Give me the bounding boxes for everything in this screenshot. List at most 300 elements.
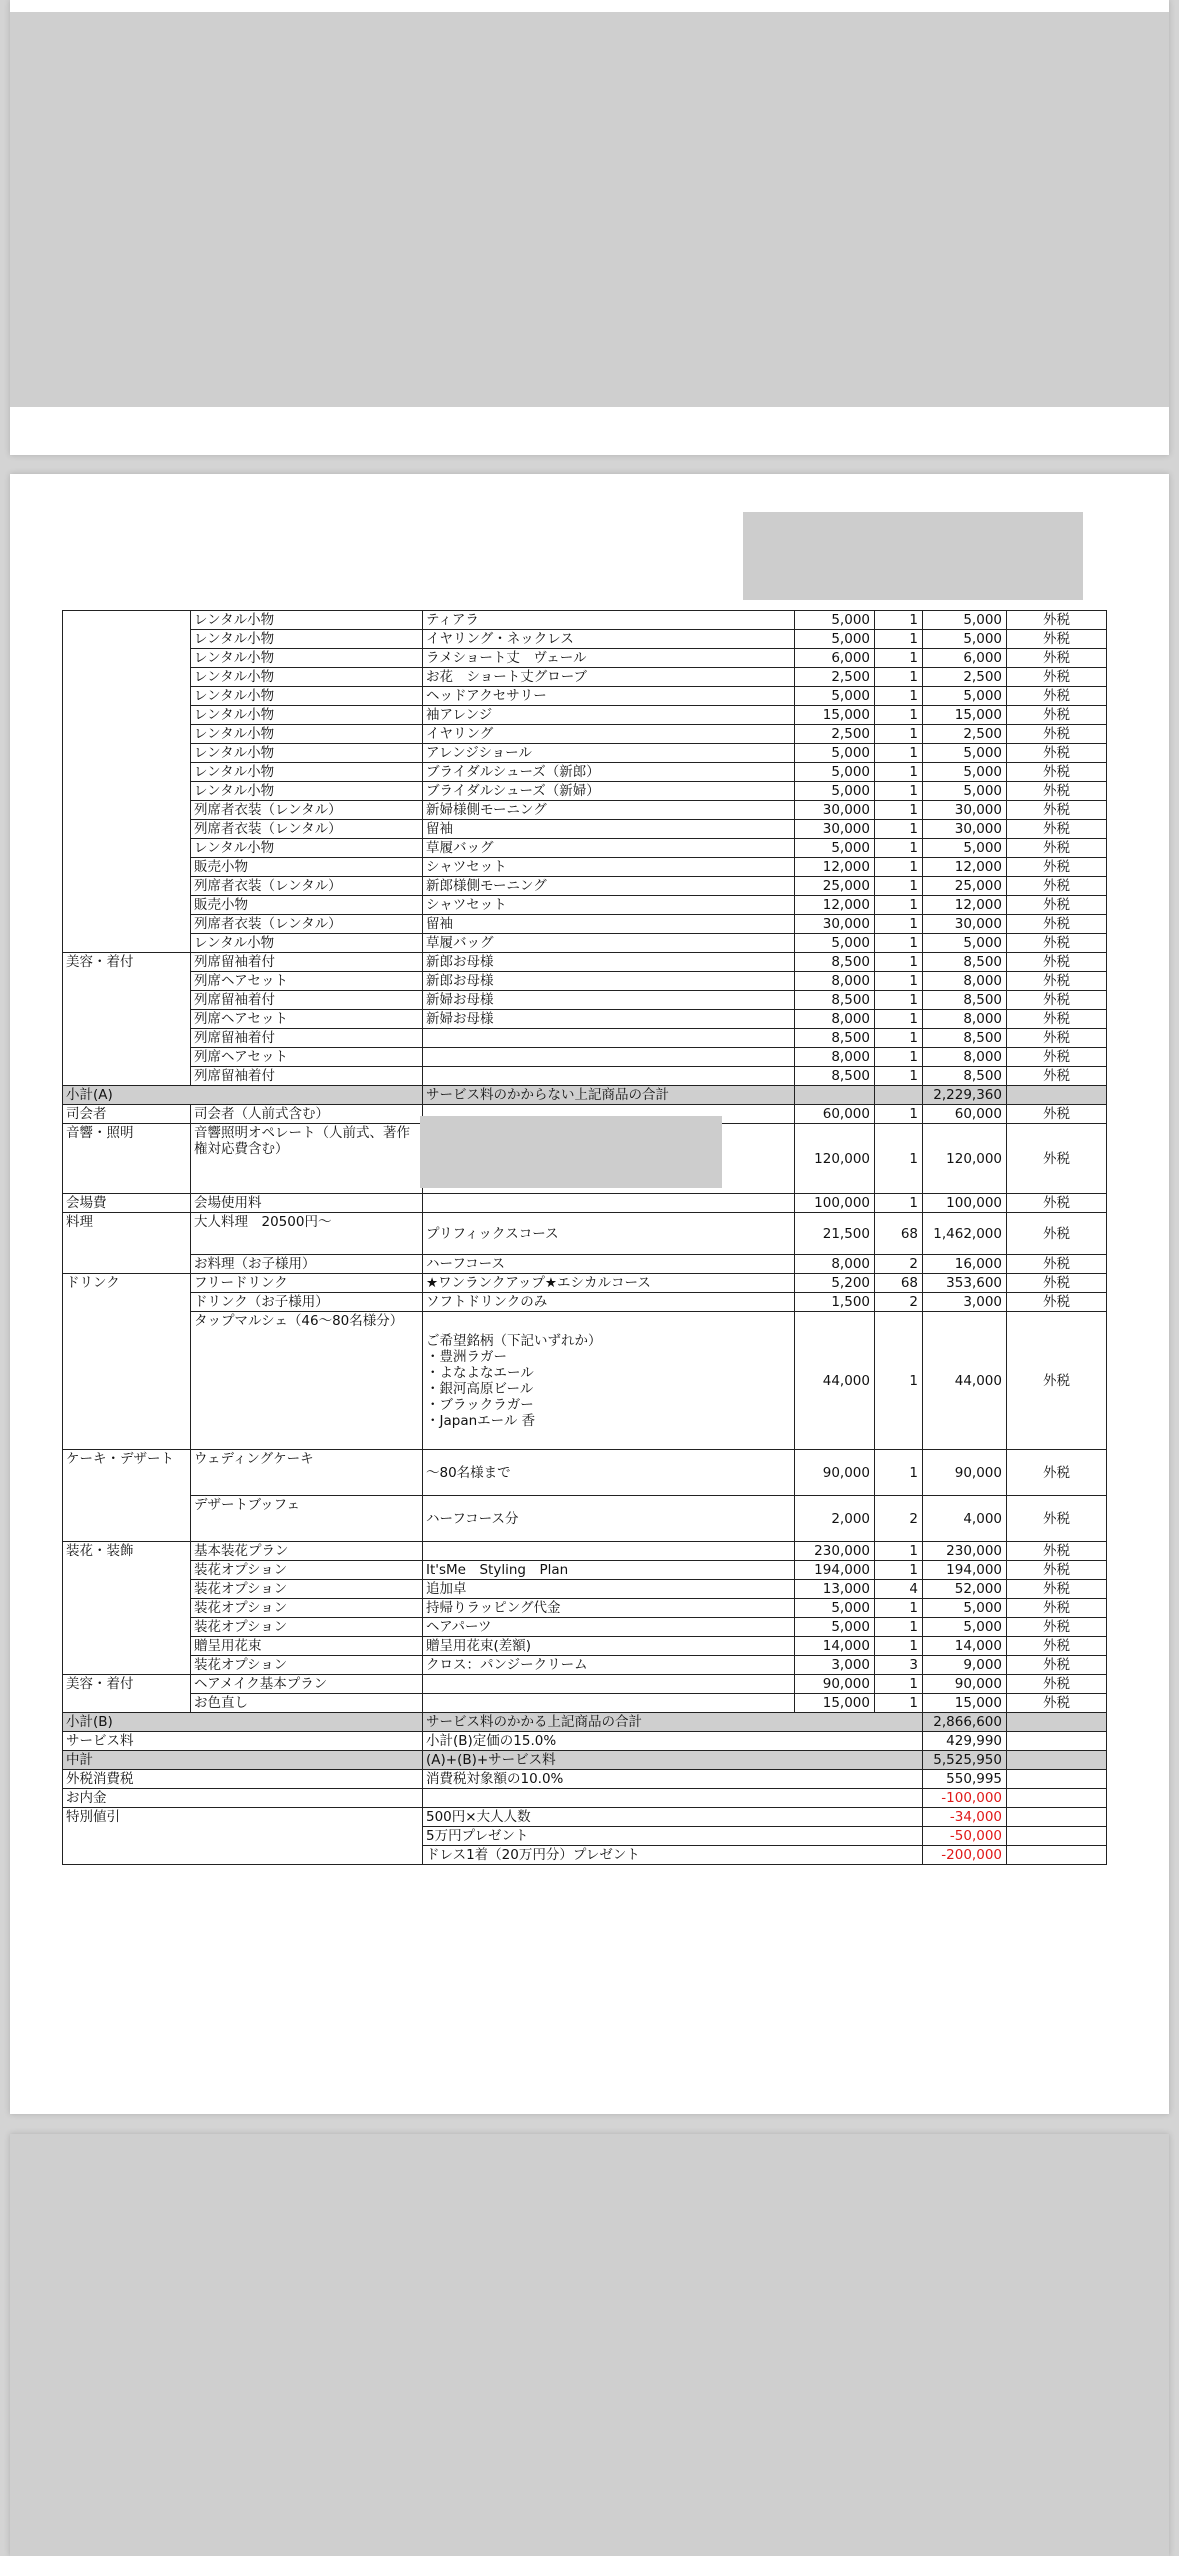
- description-cell: It'sMe Styling Plan: [423, 1561, 795, 1580]
- unit-price-cell: 230,000: [795, 1542, 875, 1561]
- summary-label: 小計(B): [63, 1713, 423, 1732]
- amount-cell: 52,000: [923, 1580, 1007, 1599]
- amount-cell: 5,000: [923, 934, 1007, 953]
- category-cell: ケーキ・デザート: [63, 1450, 191, 1496]
- tax-type-cell: 外税: [1007, 1580, 1107, 1599]
- tax-type-cell: 外税: [1007, 934, 1107, 953]
- description-cell: 留袖: [423, 820, 795, 839]
- quantity-cell: 1: [875, 1450, 923, 1496]
- category-cell: [63, 972, 191, 991]
- quantity-cell: 68: [875, 1213, 923, 1255]
- item-cell: レンタル小物: [191, 630, 423, 649]
- table-row: [63, 1312, 1107, 1450]
- table-row: [63, 744, 1107, 763]
- description-cell: 新婦お母様: [423, 1010, 795, 1029]
- subtotal-amount: 2,229,360: [923, 1086, 1007, 1105]
- unit-price-cell: 90,000: [795, 1450, 875, 1496]
- tax-type-cell: 外税: [1007, 896, 1107, 915]
- item-cell: 列席者衣装（レンタル）: [191, 801, 423, 820]
- redacted-header-block: [743, 512, 1083, 600]
- summary-description: 消費税対象額の10.0%: [423, 1770, 923, 1789]
- amount-cell: 5,000: [923, 630, 1007, 649]
- description-cell: ソフトドリンクのみ: [423, 1293, 795, 1312]
- table-row: [63, 1194, 1107, 1213]
- tax-type-cell: 外税: [1007, 1274, 1107, 1293]
- unit-price-cell: 3,000: [795, 1656, 875, 1675]
- table-row: [63, 1656, 1107, 1675]
- amount-cell: 8,500: [923, 953, 1007, 972]
- description-cell: 新婦お母様: [423, 991, 795, 1010]
- amount-cell: 2,500: [923, 668, 1007, 687]
- table-row: [63, 668, 1107, 687]
- category-cell: [63, 611, 191, 630]
- tax-type-cell: 外税: [1007, 1637, 1107, 1656]
- table-row: [63, 611, 1107, 630]
- table-row: [63, 1770, 1107, 1789]
- quantity-cell: 1: [875, 706, 923, 725]
- tax-type-cell: 外税: [1007, 1105, 1107, 1124]
- amount-cell: 30,000: [923, 820, 1007, 839]
- discount-amount: -34,000: [923, 1808, 1007, 1827]
- quantity-cell: 1: [875, 1599, 923, 1618]
- empty-cell: [1007, 1770, 1107, 1789]
- item-cell: 司会者（人前式含む）: [191, 1105, 423, 1124]
- tax-type-cell: 外税: [1007, 915, 1107, 934]
- amount-cell: 44,000: [923, 1312, 1007, 1450]
- table-row: [63, 820, 1107, 839]
- table-row: [63, 934, 1107, 953]
- item-cell: 装花オプション: [191, 1656, 423, 1675]
- description-cell: ブライダルシューズ（新郎）: [423, 763, 795, 782]
- amount-cell: 15,000: [923, 706, 1007, 725]
- item-cell: お料理（お子様用）: [191, 1255, 423, 1274]
- unit-price-cell: 25,000: [795, 877, 875, 896]
- description-cell: アレンジショール: [423, 744, 795, 763]
- unit-price-cell: 8,500: [795, 1029, 875, 1048]
- table-row: [63, 1808, 1107, 1827]
- table-row: [63, 1846, 1107, 1865]
- table-row: [63, 1255, 1107, 1274]
- table-row: [63, 1542, 1107, 1561]
- category-cell: 料理: [63, 1213, 191, 1255]
- tax-type-cell: 外税: [1007, 1067, 1107, 1086]
- quantity-cell: 1: [875, 972, 923, 991]
- description-cell: ブライダルシューズ（新婦）: [423, 782, 795, 801]
- quantity-cell: 1: [875, 1637, 923, 1656]
- unit-price-cell: 5,000: [795, 687, 875, 706]
- category-cell: [63, 839, 191, 858]
- description-cell: ヘアパーツ: [423, 1618, 795, 1637]
- table-row: [63, 1751, 1107, 1770]
- redacted-page-area: [10, 2134, 1169, 2556]
- quantity-cell: 1: [875, 1048, 923, 1067]
- table-row: [63, 1274, 1107, 1293]
- empty-cell: [1007, 1713, 1107, 1732]
- category-cell: [63, 630, 191, 649]
- estimate-page: [10, 474, 1169, 2114]
- amount-cell: 5,000: [923, 763, 1007, 782]
- quantity-cell: 1: [875, 782, 923, 801]
- table-row: [63, 763, 1107, 782]
- tax-type-cell: 外税: [1007, 782, 1107, 801]
- description-cell: 追加卓: [423, 1580, 795, 1599]
- quantity-cell: 1: [875, 1312, 923, 1450]
- unit-price-cell: 8,500: [795, 991, 875, 1010]
- item-cell: レンタル小物: [191, 668, 423, 687]
- table-row: [63, 1713, 1107, 1732]
- quantity-cell: 1: [875, 763, 923, 782]
- summary-label: 外税消費税: [63, 1770, 423, 1789]
- table-row: [63, 1048, 1107, 1067]
- table-row: [63, 1789, 1107, 1808]
- unit-price-cell: 194,000: [795, 1561, 875, 1580]
- table-row: [63, 706, 1107, 725]
- category-cell: 司会者: [63, 1105, 191, 1124]
- table-row: [63, 801, 1107, 820]
- quantity-cell: 1: [875, 611, 923, 630]
- unit-price-cell: 2,500: [795, 668, 875, 687]
- estimate-table: [62, 610, 1107, 1865]
- item-cell: 列席ヘアセット: [191, 1010, 423, 1029]
- description-cell: ラメショート丈 ヴェール: [423, 649, 795, 668]
- description-cell: [423, 1542, 795, 1561]
- quantity-cell: 1: [875, 687, 923, 706]
- quantity-cell: 2: [875, 1496, 923, 1542]
- tax-type-cell: 外税: [1007, 1599, 1107, 1618]
- category-cell: [63, 1599, 191, 1618]
- description-cell: ヘッドアクセサリー: [423, 687, 795, 706]
- description-cell: [423, 1029, 795, 1048]
- item-cell: 大人料理 20500円〜: [191, 1213, 423, 1255]
- category-cell: [63, 991, 191, 1010]
- category-cell: [63, 1561, 191, 1580]
- unit-price-cell: 15,000: [795, 1694, 875, 1713]
- description-cell: 草履バッグ: [423, 839, 795, 858]
- item-cell: 基本装花プラン: [191, 1542, 423, 1561]
- description-cell: 贈呈用花束(差額): [423, 1637, 795, 1656]
- tax-type-cell: 外税: [1007, 668, 1107, 687]
- unit-price-cell: 90,000: [795, 1675, 875, 1694]
- amount-cell: 3,000: [923, 1293, 1007, 1312]
- amount-cell: 194,000: [923, 1561, 1007, 1580]
- description-cell: 新郎様側モーニング: [423, 877, 795, 896]
- amount-cell: 1,462,000: [923, 1213, 1007, 1255]
- unit-price-cell: 12,000: [795, 858, 875, 877]
- description-cell: 新郎お母様: [423, 972, 795, 991]
- unit-price-cell: 5,000: [795, 1599, 875, 1618]
- unit-price-cell: 100,000: [795, 1194, 875, 1213]
- table-row: [63, 915, 1107, 934]
- table-row: [63, 1067, 1107, 1086]
- category-cell: [63, 1637, 191, 1656]
- tax-type-cell: 外税: [1007, 1496, 1107, 1542]
- quantity-cell: 1: [875, 820, 923, 839]
- item-cell: デザートブッフェ: [191, 1496, 423, 1542]
- summary-amount: 429,990: [923, 1732, 1007, 1751]
- summary-amount: 2,866,600: [923, 1713, 1007, 1732]
- empty-cell: [875, 1086, 923, 1105]
- empty-cell: [1007, 1732, 1107, 1751]
- quantity-cell: 1: [875, 934, 923, 953]
- quantity-cell: 1: [875, 858, 923, 877]
- amount-cell: 353,600: [923, 1274, 1007, 1293]
- unit-price-cell: 8,500: [795, 1067, 875, 1086]
- unit-price-cell: 8,000: [795, 1048, 875, 1067]
- description-cell: [423, 1694, 795, 1713]
- unit-price-cell: 6,000: [795, 649, 875, 668]
- item-cell: フリードリンク: [191, 1274, 423, 1293]
- table-row: [63, 953, 1107, 972]
- quantity-cell: 1: [875, 1675, 923, 1694]
- unit-price-cell: 60,000: [795, 1105, 875, 1124]
- tax-type-cell: 外税: [1007, 972, 1107, 991]
- subtotal-description: サービス料のかからない上記商品の合計: [423, 1086, 795, 1105]
- tax-type-cell: 外税: [1007, 649, 1107, 668]
- item-cell: レンタル小物: [191, 839, 423, 858]
- description-cell: ハーフコース分: [423, 1496, 795, 1542]
- quantity-cell: 1: [875, 877, 923, 896]
- unit-price-cell: 5,000: [795, 630, 875, 649]
- unit-price-cell: 5,000: [795, 839, 875, 858]
- description-cell: 袖アレンジ: [423, 706, 795, 725]
- category-cell: [63, 1255, 191, 1274]
- tax-type-cell: 外税: [1007, 820, 1107, 839]
- tax-type-cell: 外税: [1007, 1010, 1107, 1029]
- empty-cell: [795, 1086, 875, 1105]
- quantity-cell: 1: [875, 1194, 923, 1213]
- amount-cell: 100,000: [923, 1194, 1007, 1213]
- table-row: [63, 1618, 1107, 1637]
- item-cell: 列席留袖着付: [191, 1067, 423, 1086]
- category-cell: [63, 1312, 191, 1450]
- item-cell: ヘアメイク基本プラン: [191, 1675, 423, 1694]
- tax-type-cell: 外税: [1007, 706, 1107, 725]
- summary-description: 小計(B)定価の15.0%: [423, 1732, 923, 1751]
- amount-cell: 25,000: [923, 877, 1007, 896]
- tax-type-cell: 外税: [1007, 858, 1107, 877]
- tax-type-cell: 外税: [1007, 611, 1107, 630]
- table-row: [63, 1580, 1107, 1599]
- next-page: [10, 2134, 1169, 2556]
- empty-cell: [1007, 1789, 1107, 1808]
- item-cell: 列席者衣装（レンタル）: [191, 820, 423, 839]
- quantity-cell: 4: [875, 1580, 923, 1599]
- amount-cell: 5,000: [923, 611, 1007, 630]
- amount-cell: 15,000: [923, 1694, 1007, 1713]
- tax-type-cell: 外税: [1007, 1194, 1107, 1213]
- category-cell: [63, 687, 191, 706]
- previous-page: [10, 0, 1169, 455]
- quantity-cell: 1: [875, 668, 923, 687]
- unit-price-cell: 5,000: [795, 782, 875, 801]
- amount-cell: 16,000: [923, 1255, 1007, 1274]
- amount-cell: 8,000: [923, 1010, 1007, 1029]
- table-row: [63, 1637, 1107, 1656]
- unit-price-cell: 5,000: [795, 763, 875, 782]
- tax-type-cell: 外税: [1007, 725, 1107, 744]
- quantity-cell: 1: [875, 630, 923, 649]
- empty-cell: [1007, 1086, 1107, 1105]
- table-row: [63, 1599, 1107, 1618]
- category-cell: [63, 1010, 191, 1029]
- item-cell: レンタル小物: [191, 687, 423, 706]
- unit-price-cell: 1,500: [795, 1293, 875, 1312]
- category-cell: 装花・装飾: [63, 1542, 191, 1561]
- summary-amount: 550,995: [923, 1770, 1007, 1789]
- table-row: [63, 1561, 1107, 1580]
- discount-amount: -200,000: [923, 1846, 1007, 1865]
- tax-type-cell: 外税: [1007, 1618, 1107, 1637]
- description-cell: 新郎お母様: [423, 953, 795, 972]
- quantity-cell: 1: [875, 744, 923, 763]
- category-cell: [63, 820, 191, 839]
- quantity-cell: 1: [875, 1105, 923, 1124]
- unit-price-cell: 120,000: [795, 1124, 875, 1194]
- category-cell: [63, 668, 191, 687]
- empty-cell: [1007, 1751, 1107, 1770]
- subtotal-label: 小計(A): [63, 1086, 423, 1105]
- discount-amount: -50,000: [923, 1827, 1007, 1846]
- amount-cell: 12,000: [923, 858, 1007, 877]
- amount-cell: 90,000: [923, 1675, 1007, 1694]
- tax-type-cell: 外税: [1007, 839, 1107, 858]
- item-cell: 贈呈用花束: [191, 1637, 423, 1656]
- item-cell: レンタル小物: [191, 763, 423, 782]
- unit-price-cell: 8,500: [795, 953, 875, 972]
- amount-cell: 8,000: [923, 1048, 1007, 1067]
- unit-price-cell: 2,000: [795, 1496, 875, 1542]
- item-cell: 会場使用料: [191, 1194, 423, 1213]
- amount-cell: 8,500: [923, 991, 1007, 1010]
- category-cell: [63, 915, 191, 934]
- item-cell: 列席者衣装（レンタル）: [191, 915, 423, 934]
- category-cell: [63, 725, 191, 744]
- amount-cell: 9,000: [923, 1656, 1007, 1675]
- item-cell: 販売小物: [191, 858, 423, 877]
- table-row: [63, 1029, 1107, 1048]
- table-row: [63, 877, 1107, 896]
- unit-price-cell: 15,000: [795, 706, 875, 725]
- description-cell: シャツセット: [423, 896, 795, 915]
- table-row: [63, 858, 1107, 877]
- tax-type-cell: 外税: [1007, 1542, 1107, 1561]
- category-cell: ドリンク: [63, 1274, 191, 1293]
- discount-description: 500円×大人人数: [423, 1808, 923, 1827]
- category-cell: [63, 896, 191, 915]
- category-cell: 会場費: [63, 1194, 191, 1213]
- table-row: [63, 1010, 1107, 1029]
- description-cell: お花 ショート丈グローブ: [423, 668, 795, 687]
- item-cell: レンタル小物: [191, 934, 423, 953]
- discount-label: [63, 1827, 423, 1846]
- tax-type-cell: 外税: [1007, 953, 1107, 972]
- quantity-cell: 1: [875, 1124, 923, 1194]
- item-cell: タップマルシェ（46〜80名様分）: [191, 1312, 423, 1450]
- item-cell: レンタル小物: [191, 782, 423, 801]
- description-cell: ハーフコース: [423, 1255, 795, 1274]
- amount-cell: 8,500: [923, 1029, 1007, 1048]
- amount-cell: 90,000: [923, 1450, 1007, 1496]
- tax-type-cell: 外税: [1007, 1029, 1107, 1048]
- table-row: [63, 1293, 1107, 1312]
- item-cell: ドリンク（お子様用）: [191, 1293, 423, 1312]
- category-cell: [63, 877, 191, 896]
- quantity-cell: 1: [875, 1618, 923, 1637]
- description-cell: クロス：パンジークリーム: [423, 1656, 795, 1675]
- tax-type-cell: 外税: [1007, 1312, 1107, 1450]
- item-cell: 列席ヘアセット: [191, 1048, 423, 1067]
- table-row: [63, 839, 1107, 858]
- unit-price-cell: 21,500: [795, 1213, 875, 1255]
- amount-cell: 8,500: [923, 1067, 1007, 1086]
- redacted-names-block: [420, 1116, 722, 1188]
- category-cell: [63, 782, 191, 801]
- item-cell: 列席者衣装（レンタル）: [191, 877, 423, 896]
- tax-type-cell: 外税: [1007, 801, 1107, 820]
- unit-price-cell: 5,000: [795, 744, 875, 763]
- amount-cell: 12,000: [923, 896, 1007, 915]
- description-cell: ★ワンランクアップ★エシカルコース: [423, 1274, 795, 1293]
- description-cell: 草履バッグ: [423, 934, 795, 953]
- quantity-cell: 1: [875, 725, 923, 744]
- amount-cell: 14,000: [923, 1637, 1007, 1656]
- description-cell: イヤリング・ネックレス: [423, 630, 795, 649]
- tax-type-cell: 外税: [1007, 991, 1107, 1010]
- item-cell: お色直し: [191, 1694, 423, 1713]
- description-cell: イヤリング: [423, 725, 795, 744]
- unit-price-cell: 5,000: [795, 934, 875, 953]
- amount-cell: 6,000: [923, 649, 1007, 668]
- amount-cell: 30,000: [923, 801, 1007, 820]
- amount-cell: 60,000: [923, 1105, 1007, 1124]
- tax-type-cell: 外税: [1007, 1694, 1107, 1713]
- quantity-cell: 2: [875, 1293, 923, 1312]
- category-cell: [63, 744, 191, 763]
- item-cell: 列席留袖着付: [191, 953, 423, 972]
- empty-cell: [1007, 1846, 1107, 1865]
- amount-cell: 5,000: [923, 744, 1007, 763]
- table-row: [63, 725, 1107, 744]
- empty-cell: [1007, 1808, 1107, 1827]
- quantity-cell: 1: [875, 839, 923, 858]
- summary-amount: 5,525,950: [923, 1751, 1007, 1770]
- summary-label: サービス料: [63, 1732, 423, 1751]
- amount-cell: 8,000: [923, 972, 1007, 991]
- category-cell: [63, 1496, 191, 1542]
- quantity-cell: 1: [875, 991, 923, 1010]
- amount-cell: 5,000: [923, 839, 1007, 858]
- category-cell: [63, 1656, 191, 1675]
- discount-description: 5万円プレゼント: [423, 1827, 923, 1846]
- quantity-cell: 68: [875, 1274, 923, 1293]
- category-cell: [63, 1580, 191, 1599]
- tax-type-cell: 外税: [1007, 744, 1107, 763]
- category-cell: 音響・照明: [63, 1124, 191, 1194]
- unit-price-cell: 30,000: [795, 801, 875, 820]
- tax-type-cell: 外税: [1007, 1675, 1107, 1694]
- table-row: [63, 782, 1107, 801]
- quantity-cell: 1: [875, 1561, 923, 1580]
- summary-description: [423, 1789, 923, 1808]
- description-cell: [423, 1194, 795, 1213]
- summary-description: サービス料のかかる上記商品の合計: [423, 1713, 923, 1732]
- description-cell: [423, 1067, 795, 1086]
- category-cell: 美容・着付: [63, 1675, 191, 1694]
- quantity-cell: 1: [875, 953, 923, 972]
- tax-type-cell: 外税: [1007, 1561, 1107, 1580]
- unit-price-cell: 12,000: [795, 896, 875, 915]
- unit-price-cell: 13,000: [795, 1580, 875, 1599]
